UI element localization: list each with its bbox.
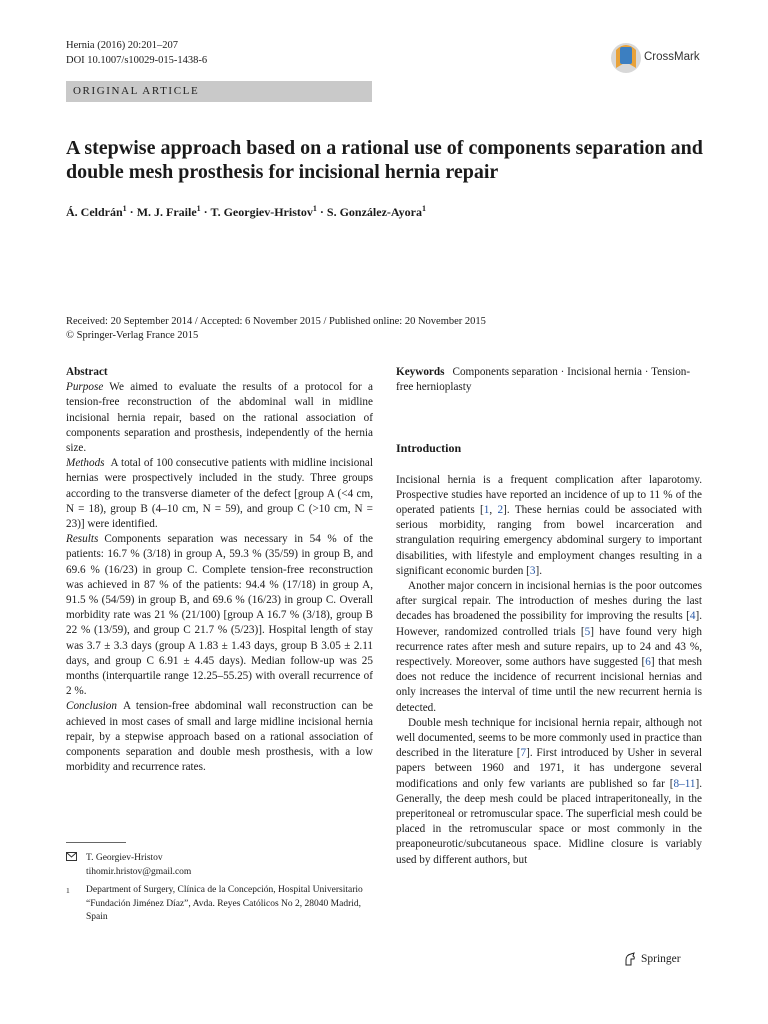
text-run: ]. These hernias could be associated with serious morbidity, ranging from bowel incarceration and strangulation requiring emergency abdominal surgery to important disabilities, with lifestyle and employment changes resulting in a significant economic burden [ [396,504,702,577]
text-run: Incisional hernia is a frequent complication after laparotomy. Prospective studies have reported an incidence of up to 11 % of the operated patients [ [396,473,702,517]
publisher-logo [623,952,681,966]
abstract-heading: Abstract [66,366,108,378]
author-list [66,204,426,220]
text-run: Another major concern in incisional hernias is the poor outcomes after surgical repair. The introduction of meshes during the last decades has broadened the possibility for improving the results [ [396,580,702,623]
doi-line: DOI 10.1007/s10029-015-1438-6 [66,55,208,66]
paper-title: A stepwise approach based on a rational use of components separation and double mesh prosthesis for incisional hernia repair [66,137,703,183]
author-separator: · [316,205,327,219]
author-name[interactable]: T. Georgiev-Hristov [210,205,313,219]
crossmark-icon [610,38,642,78]
abstract-methods [66,456,373,532]
results-text: Components separation was necessary in 54 % of the patients: 16.7 % (3/18) in group A, 59.3 % (35/59) in group B, and 69.6 % (16/23) in group C. Complete tension-free reconstruction was achieved in 87 % of the patients: 94.4 % (17/18) in group A, 91.5 % (54/59) in group B, and 69.6 % (16/23) in group C. Overall morbidity rate was 21 % (21/100) [group A 16.7 % (3/18), group B 22 % (13/59), and group C 21.7 % (5/23)]. Hospital length of stay was 3.7 ± 3.3 days (group A 1.83 ± 1.43 days, group B 3.05 ± 2.11 days, and group C 6.91 ± 4.45 days). Median follow-up was 25 months (interquartile range 12.25–55.25) with overall recurrence of 2 %. [66,533,373,698]
author-name[interactable]: M. J. Fraile [136,205,197,219]
text-run: ]. However, randomized controlled trials [ [396,610,702,638]
abstract-purpose [66,380,373,456]
envelope-icon [66,852,86,879]
results-label: Results [66,533,99,546]
abstract-conclusion [66,699,373,775]
text-run: , [489,504,498,517]
citation-link[interactable]: 2 [497,504,504,517]
springer-horse-icon [623,952,637,966]
citation-link[interactable]: 4 [689,610,696,623]
citation-link[interactable]: 7 [520,747,527,760]
crossmark-label: CrossMark [644,51,700,63]
conclusion-label: Conclusion [66,700,117,713]
publisher-name: Springer [641,953,681,965]
affiliation-mark: 1 [196,204,201,213]
citation-link[interactable]: 1 [483,504,490,517]
abstract-results [66,532,373,699]
conclusion-text: A tension-free abdominal wall reconstruction can be achieved in most cases of small and large midline incisional hernia repair, by a stepwise approach based on a rational association of components separation and double mesh prosthesis, with a low morbidity and recurrence rates. [66,700,373,774]
keywords-label: Keywords [396,366,445,378]
author-name[interactable]: Á. Celdrán [66,205,123,219]
author-email[interactable]: tihomir.hristov@gmail.com [86,866,192,877]
correspondence-block [66,852,373,879]
citation-link[interactable]: 3 [529,564,536,577]
intro-paragraph [396,716,702,868]
affiliation-mark: 1 [122,204,127,213]
purpose-label: Purpose [66,381,104,394]
intro-paragraph [396,473,702,579]
intro-paragraph [396,579,702,716]
affiliation-mark: 1 [312,204,317,213]
affiliation-number: 1 [66,886,70,895]
author-separator: · [126,205,137,219]
citation-link[interactable]: 6 [645,656,651,669]
history-dates: Received: 20 September 2014 / Accepted: 6 November 2015 / Published online: 20 November 2015 [66,316,486,327]
section-heading-introduction: Introduction [396,441,462,456]
text-run: ]. Generally, the deep mesh could be placed intraperitoneally, in the preperitoneal or retromuscular space. The superficial mesh could be placed in the retromuscular space or most commonly in the preaponeurotic/subcutaneous space. Midline closure is variably used by different authors, but [396,777,702,866]
journal-line: Hernia (2016) 20:201–207 [66,40,178,51]
affiliation-mark: 1 [422,204,426,213]
text-run: ]. [535,564,543,577]
footnote-divider [66,842,126,843]
citation-link[interactable]: 5 [584,625,591,638]
text-run: Double mesh technique for incisional hernia repair, although not well documented, seems to be more commonly used in practice than described in the literature [ [396,716,703,760]
copyright-line: © Springer-Verlag France 2015 [66,330,199,341]
crossmark-badge[interactable] [610,38,706,78]
purpose-text: We aimed to evaluate the results of a protocol for a tension-free reconstruction of the abdominal wall in midline incisional hernia repair, based on the rational association of components separation and prosthesis, independently of the hernia size. [66,381,373,455]
text-run: ]. First introduced by Usher in several papers between 1960 and 1971, it has undergone several modifications and only few variants are published so far [ [396,747,702,790]
citation-link[interactable]: 8–11 [673,777,696,790]
journal-citation [66,38,207,68]
text-run: ] that mesh does not reduce the incidence of recurrent incisional hernias and only increases the interval of time until the new recurrent hernia is detected. [396,656,702,714]
methods-label: Methods [66,457,105,470]
author-separator: · [200,205,211,219]
affiliation-text: Department of Surgery, Clínica de la Concepción, Hospital Universitario “Fundación Jiménez Díaz”, Avda. Reyes Católicos No 2, 28040 Madrid, Spain [86,885,363,922]
methods-text: A total of 100 consecutive patients with midline incisional hernias were prospectively included in the study. Three groups according to the transverse diameter of the defect [group A (<4 cm, N = 18), group B (4–10 cm, N = 59), and group C (>10 cm, N = 23)] were identified. [66,457,373,531]
body-column [396,365,702,868]
article-type-banner: ORIGINAL ARTICLE [66,81,372,102]
corresponding-author: T. Georgiev-Hristov [86,853,163,863]
author-name[interactable]: S. González-Ayora [326,205,422,219]
text-run: ] have found very high recurrence rates after mesh and suture repairs, up to 24 and 43 %, respectively. Moreover, some authors have suggested [ [396,625,702,669]
affiliation-block [66,884,373,925]
keywords-text: Components separation · Incisional hernia · Tension-free hernioplasty [396,366,691,394]
publication-dates [66,315,486,343]
keywords [396,365,702,395]
abstract-column [66,365,373,775]
